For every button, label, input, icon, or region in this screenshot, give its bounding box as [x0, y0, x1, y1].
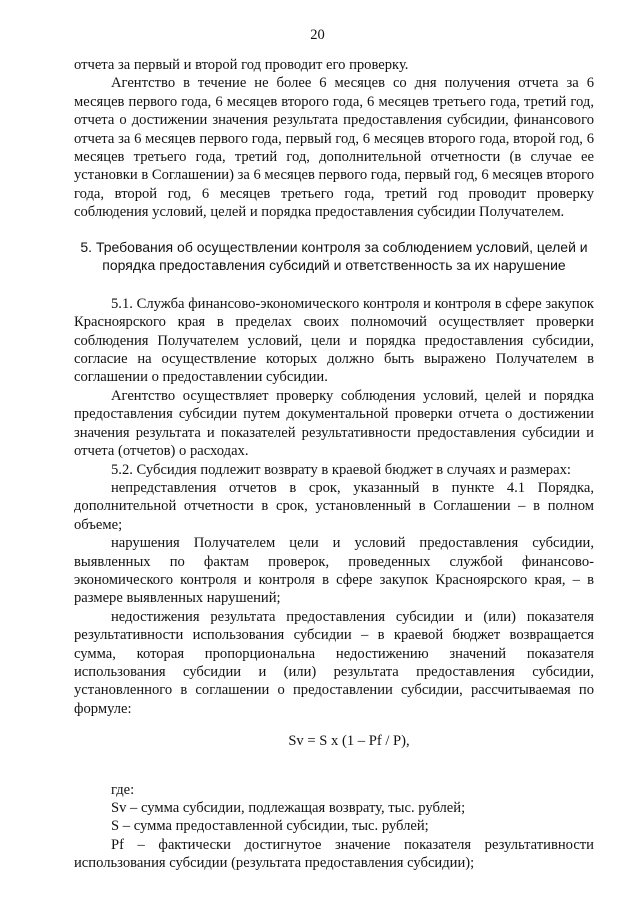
definition-line: Sv – сумма субсидии, подлежащая возврату, тыс. рублей; [111, 800, 466, 816]
page-number: 20 [310, 27, 325, 43]
paragraph: недостижения результата предоставления субсидии и (или) показателя результативности использования субсидии – в краевой бюджет возвращается сумма, которая пропорциональна недостижению значений показателя использования субсидии и (или) результата предоставления субсидии, установленного в соглашении о предоставлении субсидии, рассчитываемая по формуле: [74, 608, 594, 717]
paragraph: 5.1. Служба финансово-экономического контроля и контроля в сфере закупок Красноярского края в пределах своих полномочий осуществляет проверки соблюдения Получателем условий, цели и порядка предоставления субсидии, согласие на осуществление которых должно быть выражено Получателем в соглашении о предоставлении субсидии. [74, 295, 594, 386]
paragraph: отчета за первый и второй год проводит его проверку. [74, 57, 409, 73]
paragraph: нарушения Получателем цели и условий предоставления субсидии, выявленных по фактам проверок, проведенных службой финансово-экономического контроля и контроля в сфере закупок Красноярского края, – в размере выявленных нарушений; [74, 535, 594, 607]
formula: Sv = S x (1 – Pf / P), [288, 733, 410, 750]
paragraph: Агентство осуществляет проверку соблюдения условий, целей и порядка предоставления субсидии путем документальной проверки отчета о достижении значения результата и показателей результативности предоставления субсидии и отчета (отчетов) о расходах. [74, 387, 594, 460]
document-body [74, 56, 594, 873]
paragraph: непредставления отчетов в срок, указанный в пункте 4.1 Порядка, дополнительной отчетности в срок, установленный в Соглашении – в полном объеме; [74, 479, 594, 533]
definition-line: Pf – фактически достигнутое значение показателя результативности использования субсидии (результата предоставления субсидии); [74, 836, 594, 872]
paragraph: 5.2. Субсидия подлежит возврату в краевой бюджет в случаях и размерах: [111, 461, 571, 478]
definition-line: где: [111, 781, 135, 798]
definition-line: S – сумма предоставленной субсидии, тыс. рублей; [111, 818, 429, 835]
section-heading: 5. Требования об осуществлении контроля за соблюдением условий, целей и порядка предоставления субсидий и ответственность за их нарушение [80, 238, 588, 274]
paragraph: Агентство в течение не более 6 месяцев со дня получения отчета за 6 месяцев первого года, 6 месяцев второго года, 6 месяцев третьего года, третий год, отчета о достижении значения результата предоставления субсидии, финансового отчета за 6 месяцев первого года, первый год, 6 месяцев второго года, второй год, 6 месяцев третьего года, третий год, дополнительной отчетности (в случае ее установки в Соглашении) за 6 месяцев первого года, первый год, 6 месяцев второго года, второй год, 6 месяцев третьего года, третий год проводит проверку соблюдения условий, целей и порядка предоставления субсидии Получателем. [74, 75, 594, 221]
